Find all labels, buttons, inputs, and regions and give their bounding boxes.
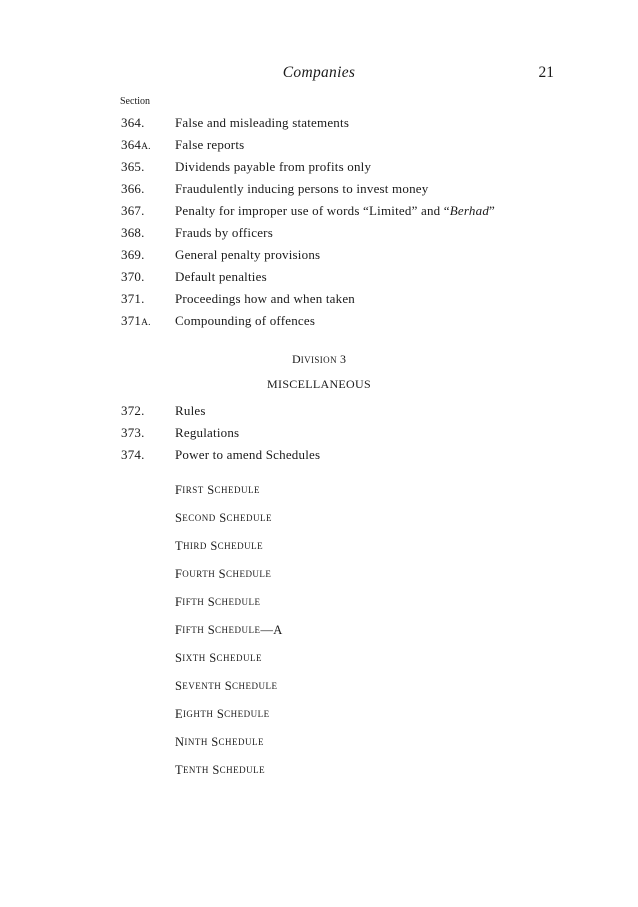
section-number: 365. (121, 159, 145, 174)
section-number: 364A. (121, 137, 151, 152)
division-heading: DIVISION 3 (292, 352, 346, 366)
schedule-item: S IXTH S CHEDULE (175, 650, 262, 665)
page-title: Companies (282, 64, 356, 81)
schedule-item: F IFTH S CHEDULE —A (175, 622, 283, 637)
section-title: Frauds by officers (175, 225, 273, 240)
section-title: Fraudulently inducing persons to invest money (175, 181, 429, 196)
section-number: 366. (121, 181, 145, 196)
section-number: 367. (121, 203, 145, 218)
section-number: 372. (121, 403, 145, 418)
section-number: 371A. (121, 313, 151, 328)
section-entry (121, 244, 495, 266)
schedule-item: T ENTH S CHEDULE (175, 762, 266, 777)
schedule-item: F IFTH S CHEDULE (175, 594, 261, 609)
schedule-item: E IGHTH S CHEDULE (175, 706, 270, 721)
section-number: 373. (121, 425, 145, 440)
section-entry (121, 266, 495, 288)
section-number: 371. (121, 291, 145, 306)
section-entry (121, 200, 495, 222)
section-number: 370. (121, 269, 145, 284)
section-list (121, 112, 495, 332)
schedule-item: F OURTH S CHEDULE (175, 566, 272, 581)
section-entry (121, 400, 320, 422)
division-title: MISCELLANEOUS (267, 377, 371, 391)
section-entry (121, 156, 495, 178)
section-title: Compounding of offences (175, 313, 316, 328)
section-title: Penalty for improper use of words “Limited” and “Berhad” (175, 203, 496, 218)
section-title: False and misleading statements (175, 115, 350, 130)
section-title: General penalty provisions (175, 247, 321, 262)
section-number: 364. (121, 115, 145, 130)
section-entry (121, 134, 495, 156)
schedule-item: S ECOND S CHEDULE (175, 510, 272, 525)
section-title: Default penalties (175, 269, 267, 284)
section-column-label: Section (120, 96, 150, 107)
section-entry (121, 222, 495, 244)
section-title: False reports (175, 137, 245, 152)
section-entry (121, 112, 495, 134)
schedule-item: T HIRD S CHEDULE (175, 538, 264, 553)
section-list-division-3 (121, 400, 320, 466)
schedule-list (175, 476, 283, 784)
section-entry (121, 288, 495, 310)
section-title: Dividends payable from profits only (175, 159, 372, 174)
section-number: 368. (121, 225, 145, 240)
section-entry (121, 444, 320, 466)
section-number: 369. (121, 247, 145, 262)
page-number: 21 (538, 64, 554, 81)
section-title: Rules (175, 403, 206, 418)
section-entry (121, 422, 320, 444)
schedule-item: F IRST S CHEDULE (175, 482, 260, 497)
section-entry (121, 310, 495, 332)
section-entry (121, 178, 495, 200)
section-title: Regulations (175, 425, 240, 440)
section-number: 374. (121, 447, 145, 462)
schedule-item: S EVENTH S CHEDULE (175, 678, 278, 693)
schedule-item: N INTH S CHEDULE (175, 734, 265, 749)
section-title: Proceedings how and when taken (175, 291, 356, 306)
section-title: Power to amend Schedules (175, 447, 321, 462)
